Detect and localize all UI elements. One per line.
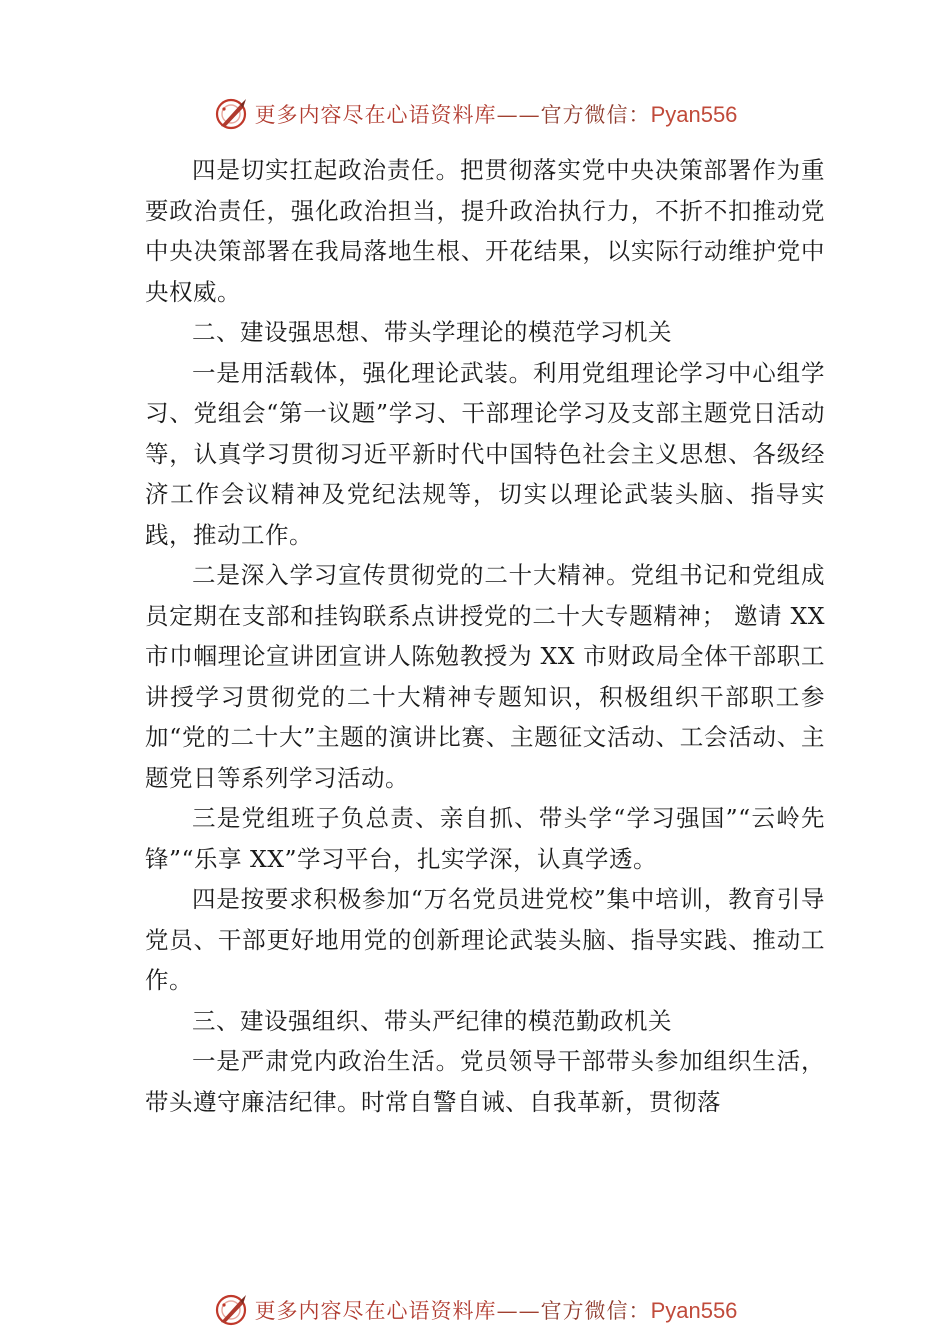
footer-banner: [0, 1290, 950, 1330]
banner-separator: ——: [496, 103, 541, 127]
banner-separator: ——: [496, 1299, 541, 1323]
footer-banner-text: [255, 1295, 738, 1325]
wechat-label: 官方微信：: [540, 103, 651, 127]
header-banner-text: [255, 99, 738, 129]
section-heading: 三、建设强组织、带头严纪律的模范勤政机关: [192, 1006, 672, 1035]
paragraph: 四是切实扛起政治责任。把贯彻落实党中央决策部署作为重要政治责任，强化政治担当，提升政治执行力，不折不扣推动党中央决策部署在我局落地生根、开花结果，以实际行动维护党中央权威。: [145, 156, 825, 306]
quill-pen-logo-icon: [213, 96, 249, 132]
quill-pen-logo-icon: [213, 1292, 249, 1328]
header-banner: [0, 94, 950, 134]
document-body: [145, 150, 825, 1122]
paragraph: 四是按要求积极参加“万名党员进党校”集中培训，教育引导党员、干部更好地用党的创新理论武装头脑、指导实践、推动工作。: [145, 885, 825, 994]
wechat-id: Pyan556: [650, 102, 738, 127]
site-name: 更多内容尽在心语资料库: [254, 103, 497, 127]
paragraph: 一是严肃党内政治生活。党员领导干部带头参加组织生活，带头遵守廉洁纪律。时常自警自诫、自我革新，贯彻落: [145, 1047, 825, 1116]
wechat-id: Pyan556: [650, 1298, 738, 1323]
paragraph: 三是党组班子负总责、亲自抓、带头学“学习强国”“云岭先锋”“乐享 XX”学习平台，扎实学深，认真学透。: [145, 804, 825, 873]
paragraph: 一是用活载体，强化理论武装。利用党组理论学习中心组学习、党组会“第一议题”学习、干部理论学习及支部主题党日活动等，认真学习贯彻习近平新时代中国特色社会主义思想、各级经济工作会议精神及党纪法规等，切实以理论武装头脑、指导实践，推动工作。: [145, 358, 825, 549]
site-name: 更多内容尽在心语资料库: [254, 1299, 497, 1323]
wechat-label: 官方微信：: [540, 1299, 651, 1323]
section-heading: 二、建设强思想、带头学理论的模范学习机关: [192, 318, 672, 346]
paragraph: 二是深入学习宣传贯彻党的二十大精神。党组书记和党组成员定期在支部和挂钩联系点讲授党的二十大专题精神； 邀请 XX 市巾帼理论宣讲团宣讲人陈勉教授为 XX 市财政局全体干部职工讲授学习贯彻党的二十大精神专题知识，积极组织干部职工参加“党的二十大”主题的演讲比赛、主题征文活动、工会活动、主题党日等系列学习活动。: [145, 561, 825, 792]
